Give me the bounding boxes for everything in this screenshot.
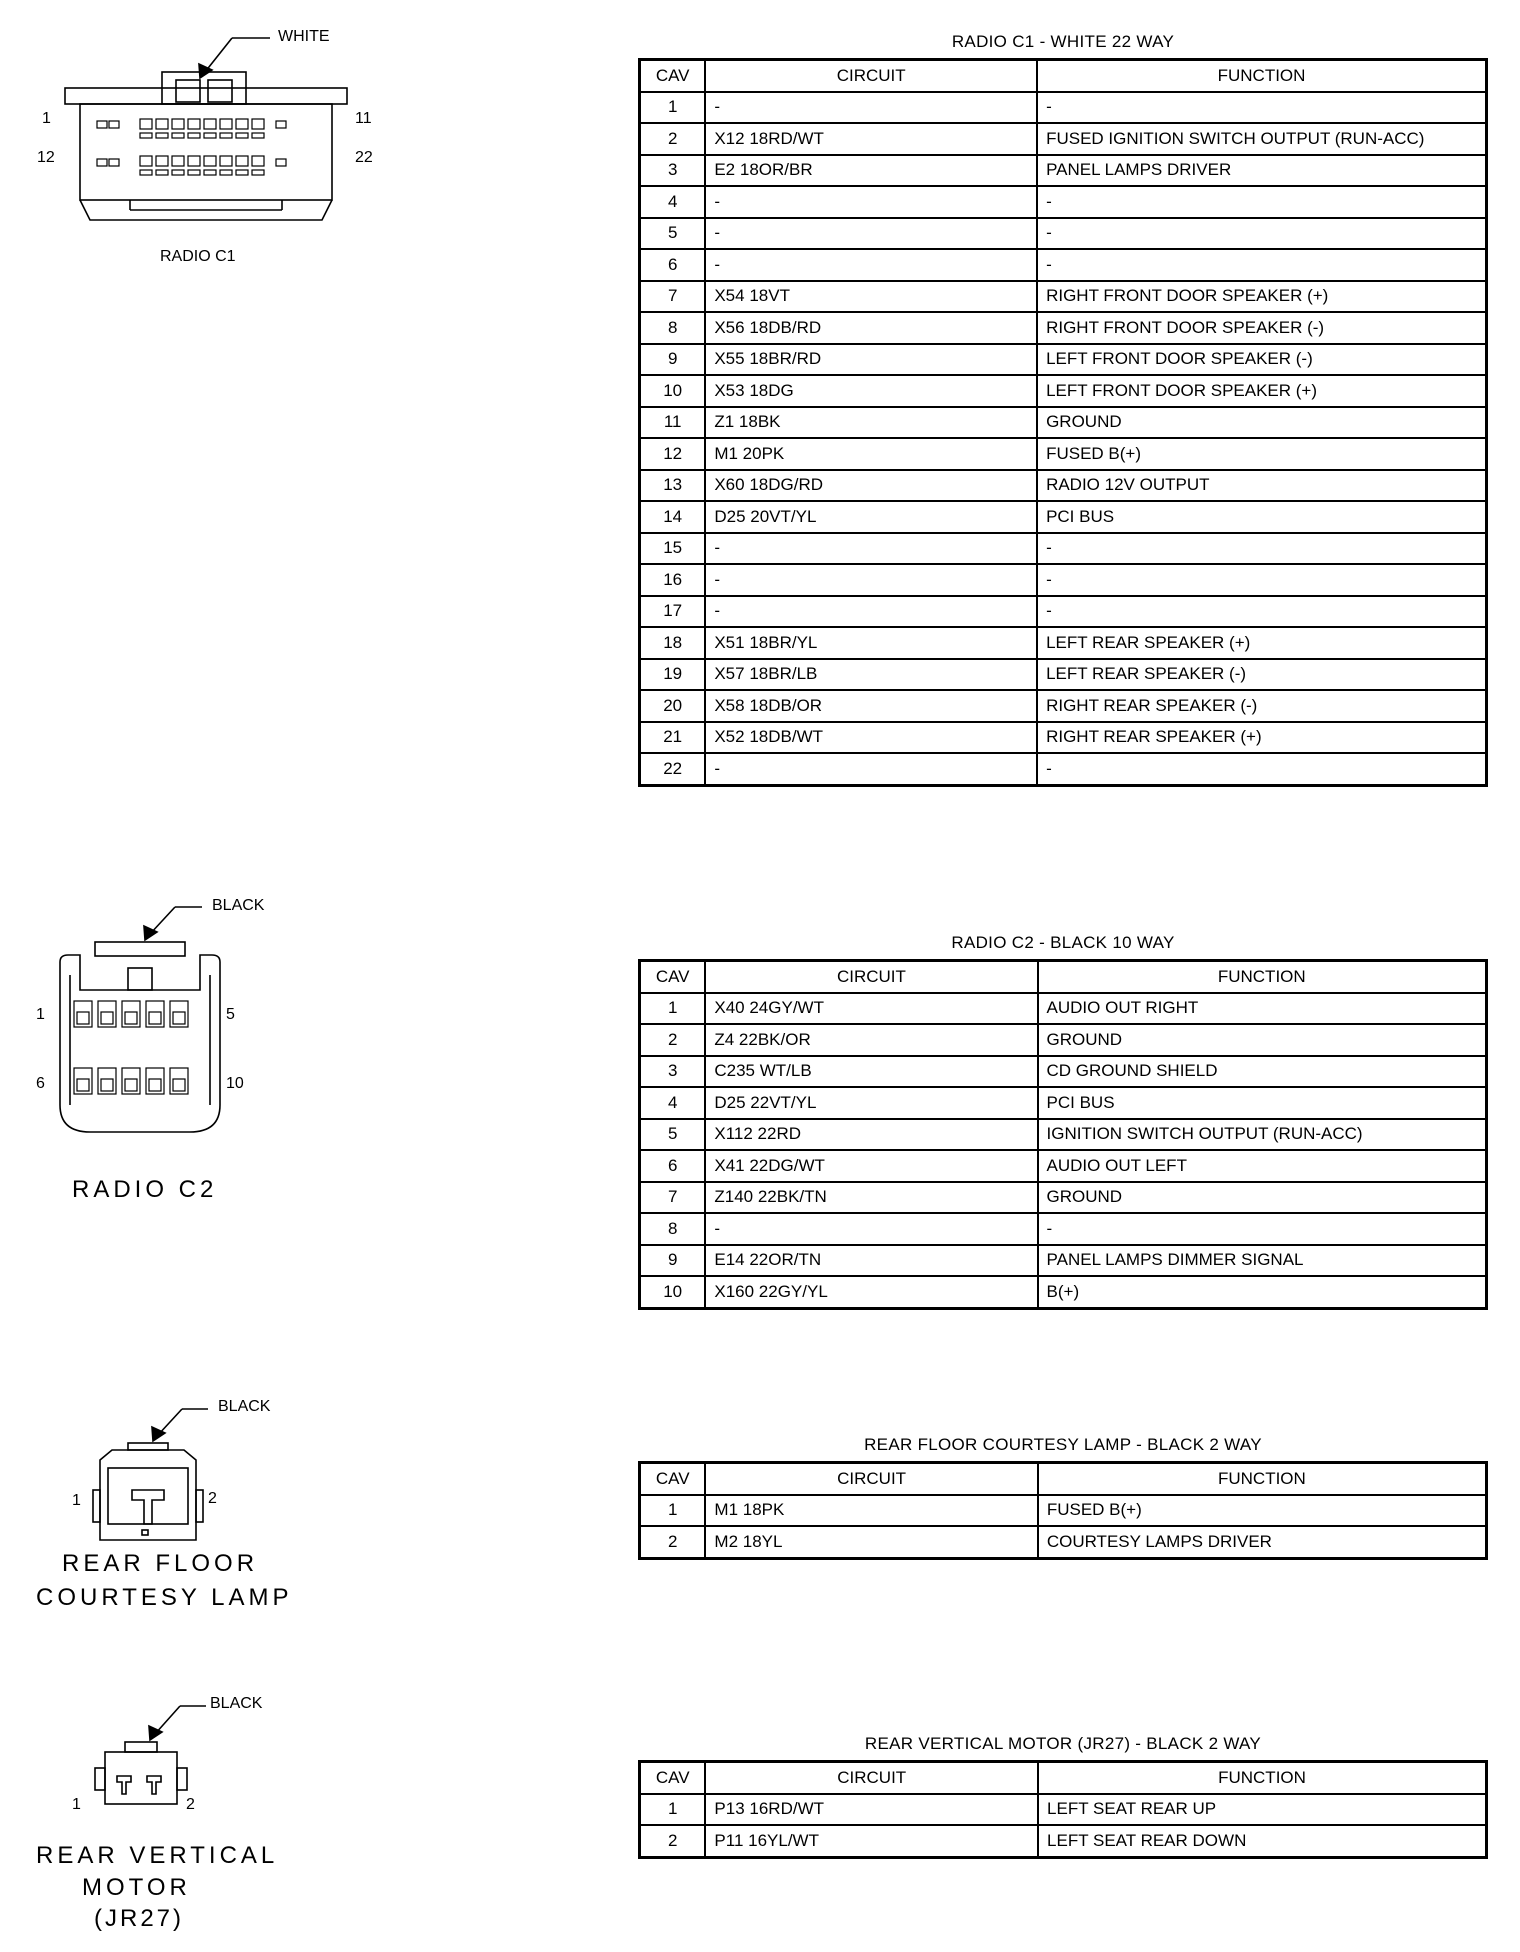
table-row <box>640 1024 1487 1056</box>
cav-header: CAV <box>640 1463 706 1495</box>
function-cell: PANEL LAMPS DRIVER <box>1037 155 1486 187</box>
table-row <box>640 501 1487 533</box>
courtesy-lamp-pin-1-label: 1 <box>72 1492 81 1509</box>
cav-cell: 17 <box>640 596 706 628</box>
radio-c1-pin-22-label: 22 <box>355 149 373 166</box>
table-row <box>640 407 1487 439</box>
cav-cell: 7 <box>640 1182 706 1214</box>
cav-cell: 3 <box>640 1056 706 1088</box>
table-row <box>640 344 1487 376</box>
table-row <box>640 375 1487 407</box>
cav-header: CAV <box>640 1762 706 1794</box>
circuit-cell: X52 18DB/WT <box>705 722 1037 754</box>
table-row <box>640 1182 1487 1214</box>
cav-cell: 15 <box>640 533 706 565</box>
function-cell: - <box>1037 186 1486 218</box>
circuit-cell: Z140 22BK/TN <box>705 1182 1037 1214</box>
circuit-cell: Z1 18BK <box>705 407 1037 439</box>
vertical-motor-pin-1-label: 1 <box>72 1796 81 1813</box>
function-cell: PCI BUS <box>1038 1087 1487 1119</box>
circuit-cell: X40 24GY/WT <box>705 993 1037 1025</box>
courtesy-lamp-pinout-table <box>638 1461 1488 1560</box>
table-row <box>640 123 1487 155</box>
cav-cell: 4 <box>640 186 706 218</box>
function-cell: GROUND <box>1038 1024 1487 1056</box>
circuit-cell: - <box>705 249 1037 281</box>
circuit-cell: E2 18OR/BR <box>705 155 1037 187</box>
cav-cell: 8 <box>640 312 706 344</box>
cav-cell: 10 <box>640 375 706 407</box>
function-cell: - <box>1037 564 1486 596</box>
cav-cell: 10 <box>640 1276 706 1308</box>
circuit-cell: - <box>705 533 1037 565</box>
function-cell: PCI BUS <box>1037 501 1486 533</box>
table-row <box>640 1150 1487 1182</box>
cav-cell: 8 <box>640 1213 706 1245</box>
circuit-cell: D25 20VT/YL <box>705 501 1037 533</box>
vertical-motor-name-line-2: MOTOR <box>82 1874 191 1901</box>
table-row <box>640 596 1487 628</box>
circuit-cell: X56 18DB/RD <box>705 312 1037 344</box>
circuit-header: CIRCUIT <box>705 1762 1038 1794</box>
table-row <box>640 312 1487 344</box>
cav-cell: 14 <box>640 501 706 533</box>
table-row <box>640 438 1487 470</box>
courtesy-lamp-color-label: BLACK <box>218 1398 271 1415</box>
circuit-cell: X41 22DG/WT <box>705 1150 1037 1182</box>
function-cell: - <box>1037 218 1486 250</box>
table-row <box>640 1825 1487 1857</box>
radio-c1-pin-11-label: 11 <box>355 110 372 127</box>
function-cell: LEFT SEAT REAR DOWN <box>1038 1825 1486 1857</box>
function-cell: FUSED IGNITION SWITCH OUTPUT (RUN-ACC) <box>1037 123 1486 155</box>
function-cell: AUDIO OUT LEFT <box>1038 1150 1487 1182</box>
table-row <box>640 1119 1487 1151</box>
circuit-cell: - <box>705 218 1037 250</box>
cav-cell: 2 <box>640 1825 706 1857</box>
cav-cell: 5 <box>640 218 706 250</box>
function-cell: - <box>1037 596 1486 628</box>
function-header: FUNCTION <box>1038 1762 1486 1794</box>
radio-c2-pin-1-label: 1 <box>36 1006 45 1023</box>
cav-cell: 1 <box>640 1794 706 1826</box>
cav-cell: 19 <box>640 659 706 691</box>
table-row <box>640 1245 1487 1277</box>
function-cell: B(+) <box>1038 1276 1487 1308</box>
table-row <box>640 281 1487 313</box>
table-row <box>640 1056 1487 1088</box>
function-cell: LEFT FRONT DOOR SPEAKER (+) <box>1037 375 1486 407</box>
table-row <box>640 1526 1487 1558</box>
circuit-cell: P11 16YL/WT <box>705 1825 1038 1857</box>
circuit-cell: E14 22OR/TN <box>705 1245 1037 1277</box>
function-header: FUNCTION <box>1037 60 1486 92</box>
table-row <box>640 1087 1487 1119</box>
function-cell: COURTESY LAMPS DRIVER <box>1038 1526 1487 1558</box>
cav-cell: 16 <box>640 564 706 596</box>
cav-cell: 13 <box>640 470 706 502</box>
circuit-cell: X58 18DB/OR <box>705 690 1037 722</box>
circuit-cell: X57 18BR/LB <box>705 659 1037 691</box>
radio-c2-pinout-table <box>638 959 1488 1310</box>
radio-c2-pin-10-label: 10 <box>226 1075 244 1092</box>
function-cell: RIGHT FRONT DOOR SPEAKER (+) <box>1037 281 1486 313</box>
table-row <box>640 470 1487 502</box>
cav-cell: 1 <box>640 1495 706 1527</box>
table-row <box>640 1276 1487 1308</box>
circuit-cell: - <box>705 92 1037 124</box>
circuit-cell: P13 16RD/WT <box>705 1794 1038 1826</box>
circuit-cell: - <box>705 186 1037 218</box>
cav-cell: 5 <box>640 1119 706 1151</box>
function-cell: FUSED B(+) <box>1037 438 1486 470</box>
cav-cell: 22 <box>640 753 706 785</box>
table-header-row <box>640 961 1487 993</box>
cav-header: CAV <box>640 961 706 993</box>
radio-c1-color-label: WHITE <box>278 28 330 45</box>
circuit-cell: X55 18BR/RD <box>705 344 1037 376</box>
cav-cell: 20 <box>640 690 706 722</box>
circuit-cell: X12 18RD/WT <box>705 123 1037 155</box>
radio-c1-pinout-table <box>638 58 1488 787</box>
function-cell: RIGHT REAR SPEAKER (+) <box>1037 722 1486 754</box>
radio-c1-pin-12-label: 12 <box>37 149 55 166</box>
radio-c2-connector-drawing <box>60 907 220 1132</box>
table-row <box>640 722 1487 754</box>
table-row <box>640 1213 1487 1245</box>
circuit-cell: X54 18VT <box>705 281 1037 313</box>
function-cell: - <box>1037 533 1486 565</box>
cav-cell: 1 <box>640 92 706 124</box>
courtesy-lamp-name-line-2: COURTESY LAMP <box>36 1584 293 1611</box>
cav-cell: 18 <box>640 627 706 659</box>
table-header-row <box>640 60 1487 92</box>
cav-cell: 21 <box>640 722 706 754</box>
rear-vertical-motor-connector-drawing <box>95 1706 206 1804</box>
circuit-cell: Z4 22BK/OR <box>705 1024 1037 1056</box>
cav-cell: 2 <box>640 1526 706 1558</box>
table-row <box>640 659 1487 691</box>
table-row <box>640 533 1487 565</box>
table-row <box>640 1495 1487 1527</box>
radio-c2-table-title: RADIO C2 - BLACK 10 WAY <box>951 933 1175 952</box>
cav-cell: 4 <box>640 1087 706 1119</box>
table-row <box>640 218 1487 250</box>
circuit-cell: D25 22VT/YL <box>705 1087 1037 1119</box>
table-header-row <box>640 1762 1487 1794</box>
circuit-cell: - <box>705 1213 1037 1245</box>
circuit-cell: - <box>705 596 1037 628</box>
table-row <box>640 249 1487 281</box>
vertical-motor-name-line-3: (JR27) <box>94 1905 185 1932</box>
circuit-cell: X51 18BR/YL <box>705 627 1037 659</box>
circuit-header: CIRCUIT <box>705 961 1037 993</box>
vertical-motor-table-title: REAR VERTICAL MOTOR (JR27) - BLACK 2 WAY <box>864 1734 1262 1753</box>
function-cell: RIGHT REAR SPEAKER (-) <box>1037 690 1486 722</box>
table-row <box>640 92 1487 124</box>
radio-c2-pin-5-label: 5 <box>226 1006 235 1023</box>
table-header-row <box>640 1463 1487 1495</box>
circuit-cell: - <box>705 564 1037 596</box>
circuit-cell: M1 20PK <box>705 438 1037 470</box>
radio-c1-connector-name: RADIO C1 <box>160 248 236 265</box>
circuit-cell: X160 22GY/YL <box>705 1276 1037 1308</box>
cav-cell: 2 <box>640 123 706 155</box>
courtesy-lamp-name-line-1: REAR FLOOR <box>62 1550 259 1577</box>
radio-c1-connector-drawing <box>65 38 347 220</box>
table-row <box>640 627 1487 659</box>
rear-floor-courtesy-lamp-connector-drawing <box>93 1409 208 1540</box>
function-header: FUNCTION <box>1038 961 1487 993</box>
function-cell: IGNITION SWITCH OUTPUT (RUN-ACC) <box>1038 1119 1487 1151</box>
cav-cell: 6 <box>640 249 706 281</box>
vertical-motor-name-line-1: REAR VERTICAL <box>36 1842 279 1869</box>
function-cell: RIGHT FRONT DOOR SPEAKER (-) <box>1037 312 1486 344</box>
table-row <box>640 993 1487 1025</box>
circuit-cell: X53 18DG <box>705 375 1037 407</box>
circuit-cell: M1 18PK <box>705 1495 1037 1527</box>
cav-cell: 1 <box>640 993 706 1025</box>
function-cell: - <box>1037 92 1486 124</box>
function-cell: - <box>1037 249 1486 281</box>
function-cell: LEFT FRONT DOOR SPEAKER (-) <box>1037 344 1486 376</box>
function-cell: - <box>1038 1213 1487 1245</box>
function-cell: PANEL LAMPS DIMMER SIGNAL <box>1038 1245 1487 1277</box>
radio-c2-connector-name: RADIO C2 <box>72 1176 218 1203</box>
circuit-cell: - <box>705 753 1037 785</box>
table-row <box>640 155 1487 187</box>
function-cell: CD GROUND SHIELD <box>1038 1056 1487 1088</box>
cav-cell: 2 <box>640 1024 706 1056</box>
table-row <box>640 564 1487 596</box>
function-cell: GROUND <box>1037 407 1486 439</box>
courtesy-lamp-table-title: REAR FLOOR COURTESY LAMP - BLACK 2 WAY <box>864 1435 1262 1454</box>
function-cell: - <box>1037 753 1486 785</box>
cav-cell: 3 <box>640 155 706 187</box>
radio-c2-pin-6-label: 6 <box>36 1075 45 1092</box>
radio-c2-color-label: BLACK <box>212 897 265 914</box>
circuit-cell: X112 22RD <box>705 1119 1037 1151</box>
vertical-motor-pin-2-label: 2 <box>186 1796 195 1813</box>
courtesy-lamp-pin-2-label: 2 <box>208 1490 217 1507</box>
circuit-cell: C235 WT/LB <box>705 1056 1037 1088</box>
function-cell: LEFT SEAT REAR UP <box>1038 1794 1486 1826</box>
function-cell: FUSED B(+) <box>1038 1495 1487 1527</box>
radio-c1-table-title: RADIO C1 - WHITE 22 WAY <box>951 32 1175 51</box>
cav-cell: 12 <box>640 438 706 470</box>
function-cell: LEFT REAR SPEAKER (-) <box>1037 659 1486 691</box>
cav-cell: 11 <box>640 407 706 439</box>
vertical-motor-color-label: BLACK <box>210 1695 263 1712</box>
circuit-header: CIRCUIT <box>705 60 1037 92</box>
cav-cell: 6 <box>640 1150 706 1182</box>
circuit-header: CIRCUIT <box>705 1463 1037 1495</box>
cav-cell: 9 <box>640 344 706 376</box>
circuit-cell: X60 18DG/RD <box>705 470 1037 502</box>
vertical-motor-pinout-table <box>638 1760 1488 1859</box>
cav-header: CAV <box>640 60 706 92</box>
table-row <box>640 1794 1487 1826</box>
function-cell: LEFT REAR SPEAKER (+) <box>1037 627 1486 659</box>
table-row <box>640 186 1487 218</box>
cav-cell: 9 <box>640 1245 706 1277</box>
table-row <box>640 753 1487 785</box>
cav-cell: 7 <box>640 281 706 313</box>
function-cell: GROUND <box>1038 1182 1487 1214</box>
table-row <box>640 690 1487 722</box>
function-cell: RADIO 12V OUTPUT <box>1037 470 1486 502</box>
radio-c1-pin-1-label: 1 <box>42 110 51 127</box>
circuit-cell: M2 18YL <box>705 1526 1037 1558</box>
function-cell: AUDIO OUT RIGHT <box>1038 993 1487 1025</box>
function-header: FUNCTION <box>1038 1463 1487 1495</box>
